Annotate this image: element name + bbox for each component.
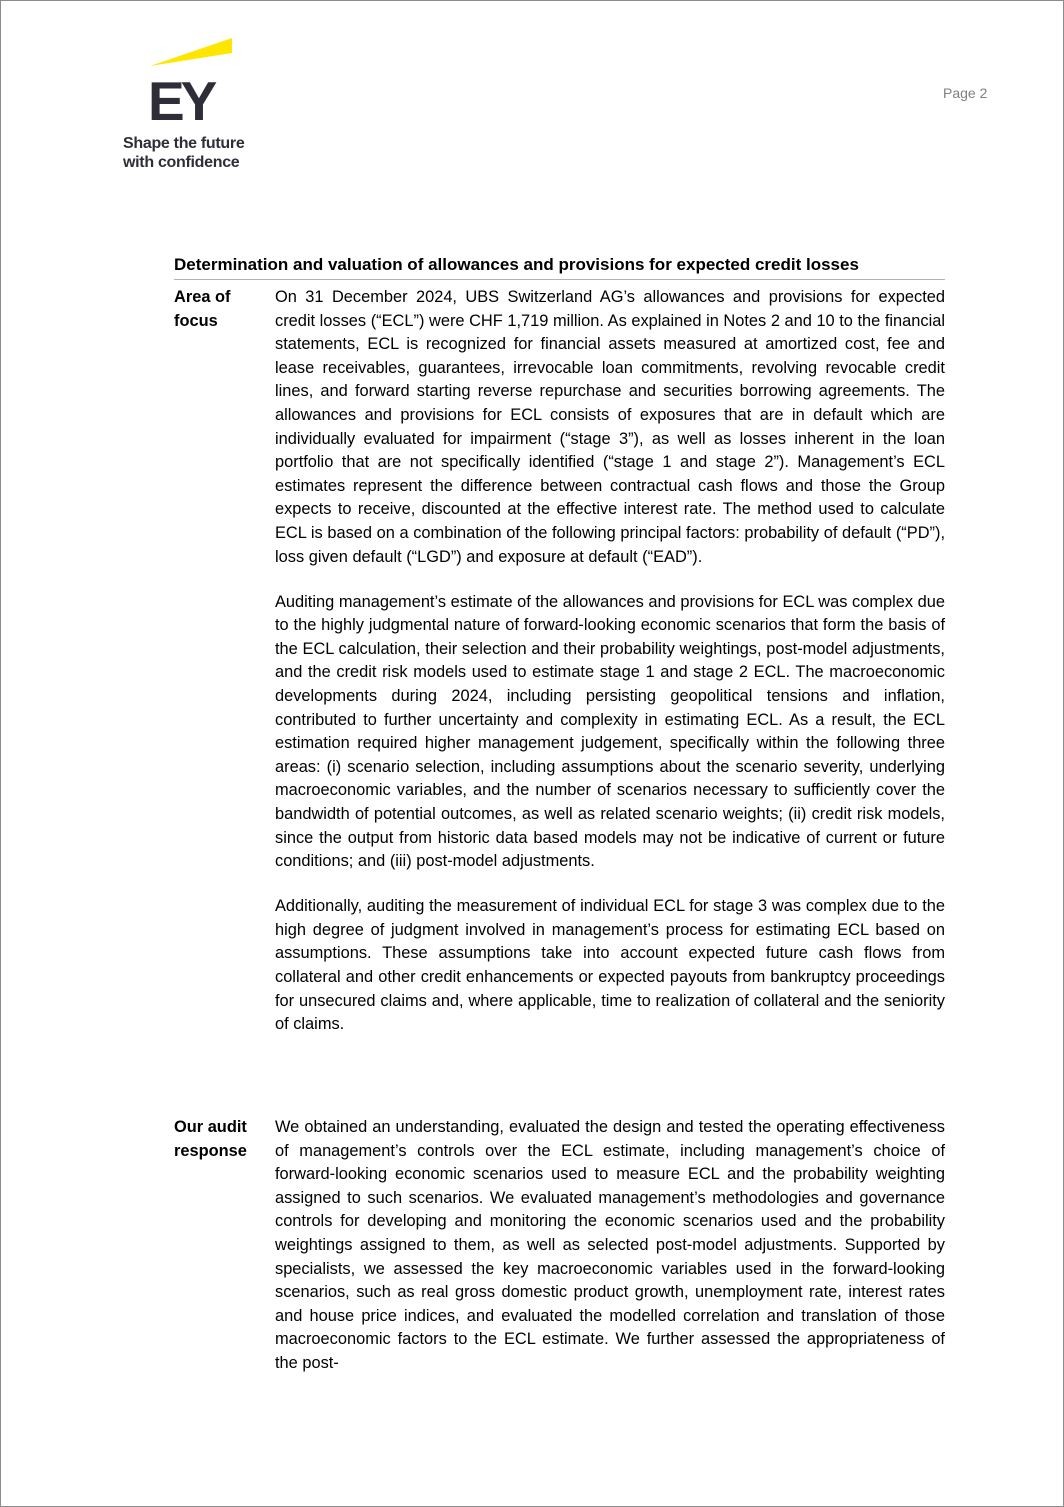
tagline-line-2: with confidence (123, 154, 240, 171)
area-of-focus-paragraph-2: Auditing management’s estimate of the allowances and provisions for ECL was complex due to the highly judgmental nature of forward-looking economic scenarios that form the basis of the ECL calculation, their selection and their probability weightings, post-model adjustments, and the credit risk models used to estimate stage 1 and stage 2 ECL. The macroeconomic developments during 2024, including persisting geopolitical tensions and inflation, contributed to further uncertainty and complexity in estimating ECL. As a result, the ECL estimation required higher management judgement, specifically within the following three areas: (i) scenario selection, including assumptions about the scenario severity, underlying macroeconomic variables, and the number of scenarios necessary to sufficiently cover the bandwidth of potential outcomes, as well as related scenario weights; (ii) credit risk models, since the output from historic data based models may not be indicative of current or future conditions; and (iii) post-model adjustments. (275, 592, 945, 871)
audit-response-label-line-1: Our audit (174, 1118, 247, 1136)
ey-logo-wordmark: EY (148, 70, 214, 132)
area-of-focus-label-line-2: focus (174, 311, 218, 330)
audit-response-label-line-2: response (174, 1141, 247, 1160)
ey-logo-yellow-bar (150, 38, 232, 66)
area-of-focus-paragraph-1: On 31 December 2024, UBS Switzerland AG’s allowances and provisions for expected credit losses (“ECL”) were CHF 1,719 million. As explained in Notes 2 and 10 to the financial statements, ECL is recognized for financial assets measured at amortized cost, fee and lease receivables, guarantees, irrevocable loan commitments, revolving revocable credit lines, and forward starting reverse repurchase and securities borrowing agreements. The allowances and provisions for ECL consists of exposures that are in default which are individually evaluated for impairment (“stage 3”), as well as losses inherent in the loan portfolio that are not specifically identified (“stage 1 and stage 2”). Management’s ECL estimates represent the difference between contractual cash flows and those the Group expects to receive, discounted at the effective interest rate. The method used to calculate ECL is based on a combination of the following principal factors: probability of default (“PD”), loss given default (“LGD”) and exposure at default (“EAD”). (275, 288, 945, 566)
area-of-focus-body (275, 286, 945, 1037)
page-number: Page 2 (943, 85, 988, 101)
ey-tagline (123, 134, 283, 172)
audit-response-paragraph-1: We obtained an understanding, evaluated the design and tested the operating effectiveness of management’s controls over the ECL estimate, including management’s choice of forward-looking economic scenarios used to measure ECL and the probability weighting assigned to such scenarios. We evaluated management’s methodologies and governance controls for developing and monitoring the economic scenarios used and the probability weightings assigned to them, as well as selected post-model adjustments. Supported by specialists, we assessed the key macroeconomic variables used in the forward-looking scenarios, such as real gross domestic product growth, unemployment rate, interest rates and house price indices, and evaluated the modelled correlation and translation of those macroeconomic factors to the ECL estimate. We further assessed the appropriateness of the post- (275, 1118, 945, 1372)
area-of-focus-section (174, 286, 945, 1086)
area-of-focus-label-line-1: Area of (174, 288, 231, 306)
audit-response-section (174, 1116, 945, 1386)
section-title: Determination and valuation of allowances and provisions for expected credit losses (174, 255, 945, 280)
tagline-line-1: Shape the future (123, 135, 245, 152)
area-of-focus-label (174, 286, 269, 333)
audit-response-label (174, 1116, 269, 1163)
audit-response-body (275, 1116, 945, 1376)
area-of-focus-paragraph-3: Additionally, auditing the measurement of individual ECL for stage 3 was complex due to the high degree of judgment involved in management’s process for estimating ECL based on assumptions. These assumptions take into account expected future cash flows from collateral and other credit enhancements or expected payouts from bankruptcy proceedings for unsecured claims and, where applicable, time to realization of collateral and the seniority of claims. (275, 897, 945, 1034)
ey-logo-mark (123, 37, 253, 137)
